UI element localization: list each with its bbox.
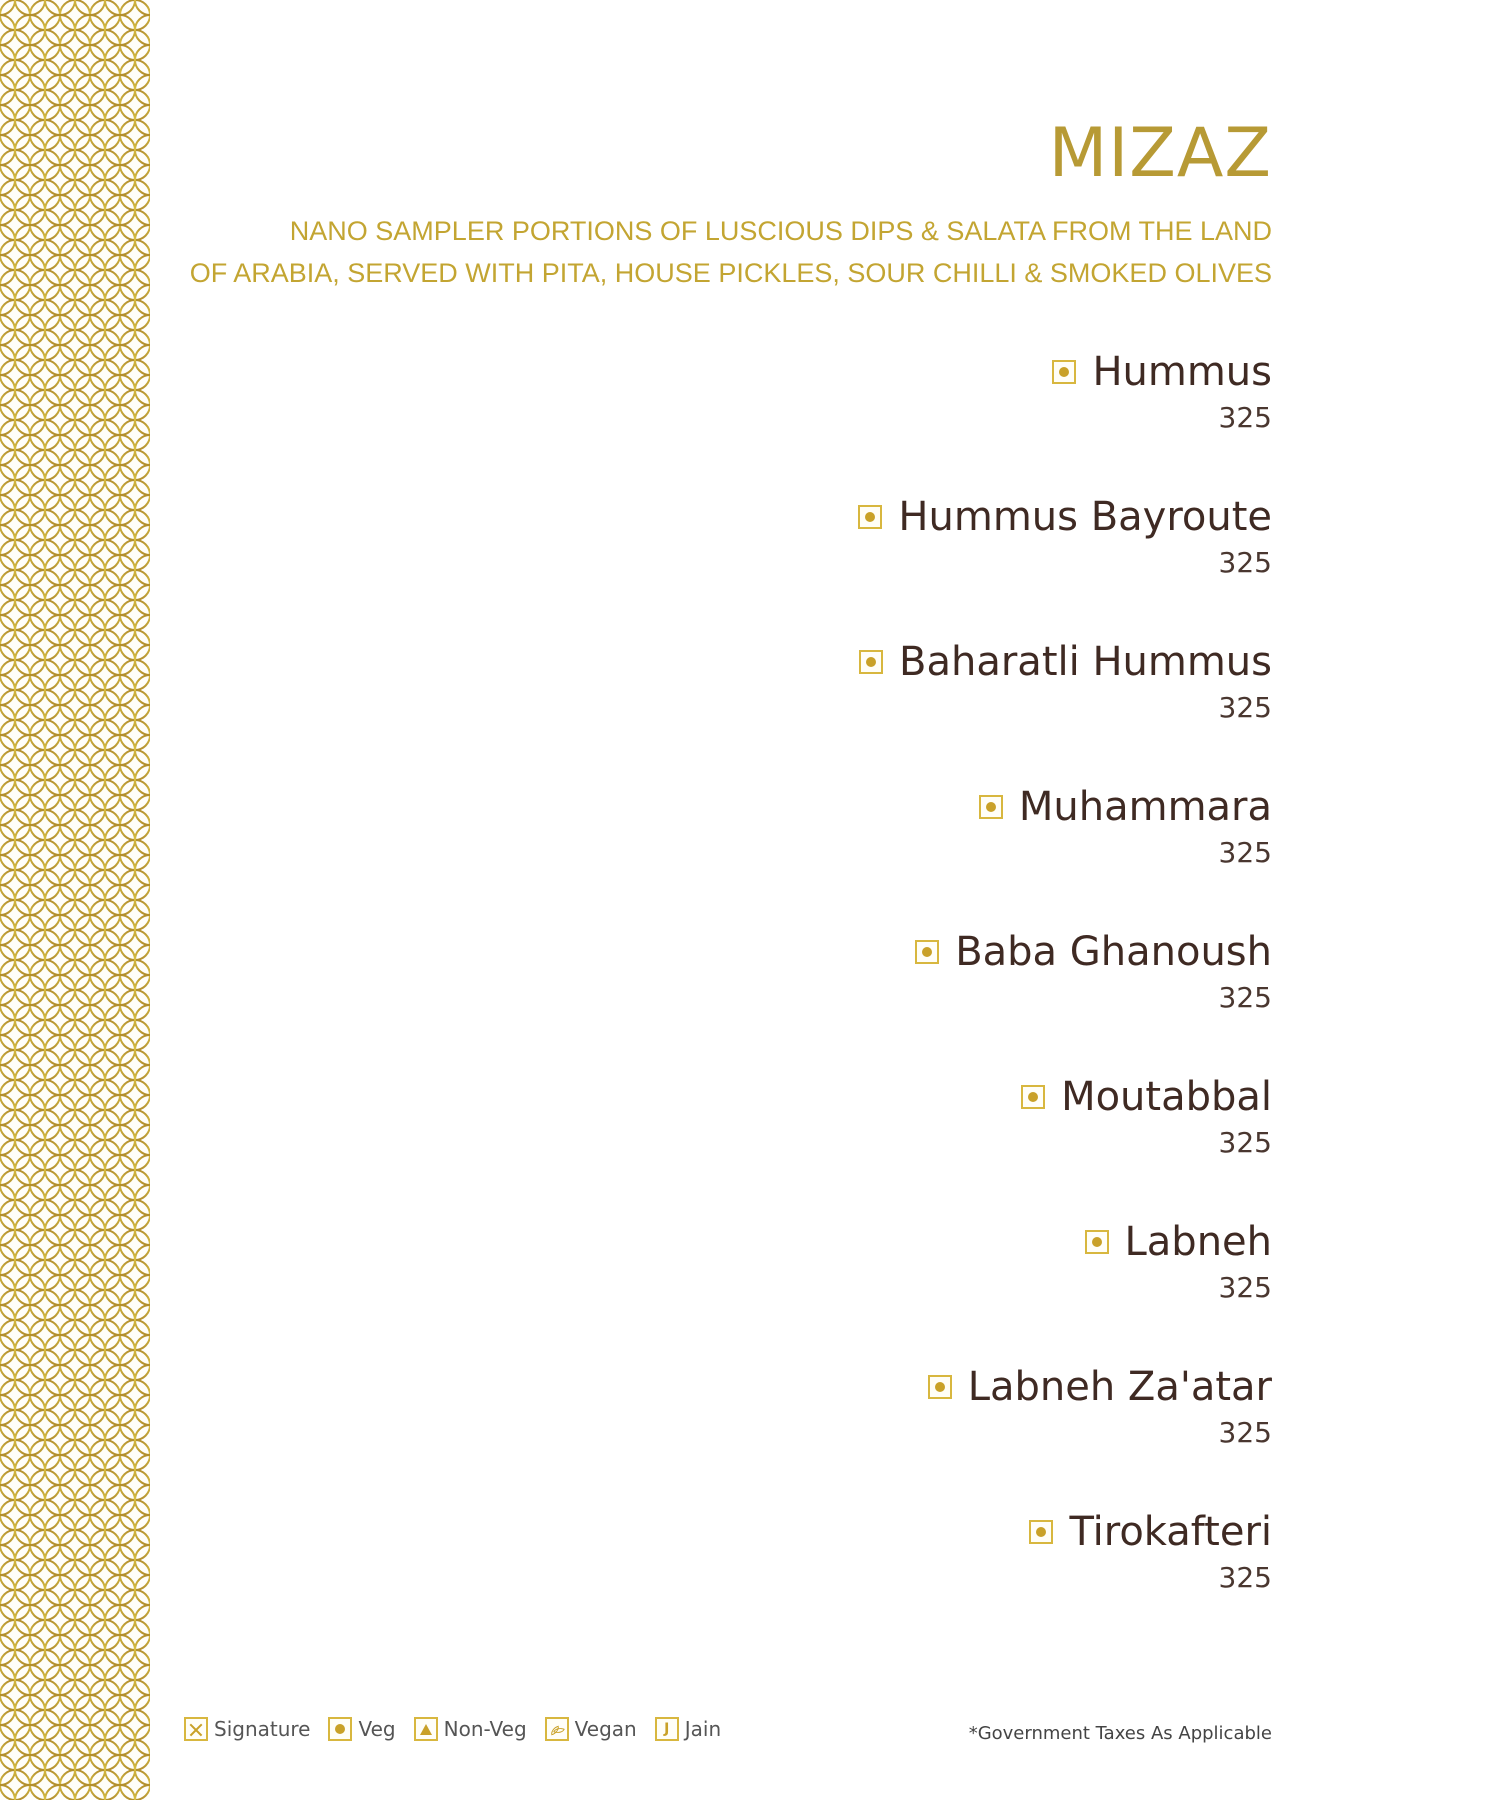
veg-dot-icon: [915, 940, 939, 964]
decorative-pattern-border: [0, 0, 150, 1800]
item-price: 325: [1218, 981, 1272, 1014]
item-price: 325: [1218, 1271, 1272, 1304]
jain-icon: [655, 1717, 679, 1741]
veg-dot-icon: [1052, 360, 1076, 384]
item-price: 325: [1218, 1561, 1272, 1594]
legend-item-jain: [655, 1717, 721, 1741]
legend-item-vegan: [545, 1717, 637, 1741]
legend: [184, 1717, 721, 1741]
item-price: 325: [1218, 691, 1272, 724]
item-name: Tirokafteri: [1069, 1509, 1272, 1555]
signature-icon: [184, 1717, 208, 1741]
menu-item: [472, 638, 1272, 783]
item-name: Moutabbal: [1061, 1074, 1272, 1120]
legend-label: Signature: [214, 1717, 311, 1741]
veg-dot-icon: [1021, 1085, 1045, 1109]
item-name: Labneh: [1124, 1219, 1272, 1265]
legend-item-non-veg: [414, 1717, 527, 1741]
item-name: Labneh Za'atar: [967, 1364, 1272, 1410]
veg-dot-icon: [1085, 1230, 1109, 1254]
veg-dot-icon: [979, 795, 1003, 819]
menu-item: [472, 783, 1272, 928]
veg-dot-icon: [858, 505, 882, 529]
triangle-icon: [414, 1717, 438, 1741]
menu-item: [472, 1508, 1272, 1653]
leaf-icon: [545, 1717, 569, 1741]
veg-dot-icon: [1029, 1520, 1053, 1544]
veg-dot-icon: [859, 650, 883, 674]
menu-item: [472, 348, 1272, 493]
item-price: 325: [1218, 836, 1272, 869]
menu-title: MIZAZ: [1048, 114, 1272, 193]
interlocking-circles-pattern-icon: [0, 0, 150, 1800]
menu-items-list: [472, 348, 1272, 1653]
item-name: Baharatli Hummus: [899, 639, 1272, 685]
subtitle-line-1: NANO SAMPLER PORTIONS OF LUSCIOUS DIPS & SALATA FROM THE LAND: [289, 216, 1272, 246]
menu-subtitle: [170, 210, 1272, 294]
menu-item: [472, 1218, 1272, 1363]
item-price: 325: [1218, 1416, 1272, 1449]
item-price: 325: [1218, 1126, 1272, 1159]
veg-dot-icon: [328, 1717, 352, 1741]
menu-item: [472, 928, 1272, 1073]
item-name: Hummus: [1092, 349, 1272, 395]
item-name: Baba Ghanoush: [955, 929, 1272, 975]
menu-item: [472, 1363, 1272, 1508]
menu-item: [472, 1073, 1272, 1218]
legend-label: Non-Veg: [443, 1717, 527, 1741]
legend-item-veg: [328, 1717, 395, 1741]
item-name: Hummus Bayroute: [898, 494, 1272, 540]
item-price: 325: [1218, 401, 1272, 434]
item-price: 325: [1218, 546, 1272, 579]
legend-label: Jain: [684, 1717, 722, 1741]
item-name: Muhammara: [1018, 784, 1272, 830]
menu-page: [170, 0, 1272, 1800]
veg-dot-icon: [928, 1375, 952, 1399]
legend-item-signature: [184, 1717, 310, 1741]
legend-label: Vegan: [574, 1717, 637, 1741]
menu-item: [472, 493, 1272, 638]
tax-note: *Government Taxes As Applicable: [968, 1723, 1272, 1744]
legend-label: Veg: [358, 1717, 396, 1741]
subtitle-line-2: OF ARABIA, SERVED WITH PITA, HOUSE PICKLES, SOUR CHILLI & SMOKED OLIVES: [189, 258, 1272, 288]
